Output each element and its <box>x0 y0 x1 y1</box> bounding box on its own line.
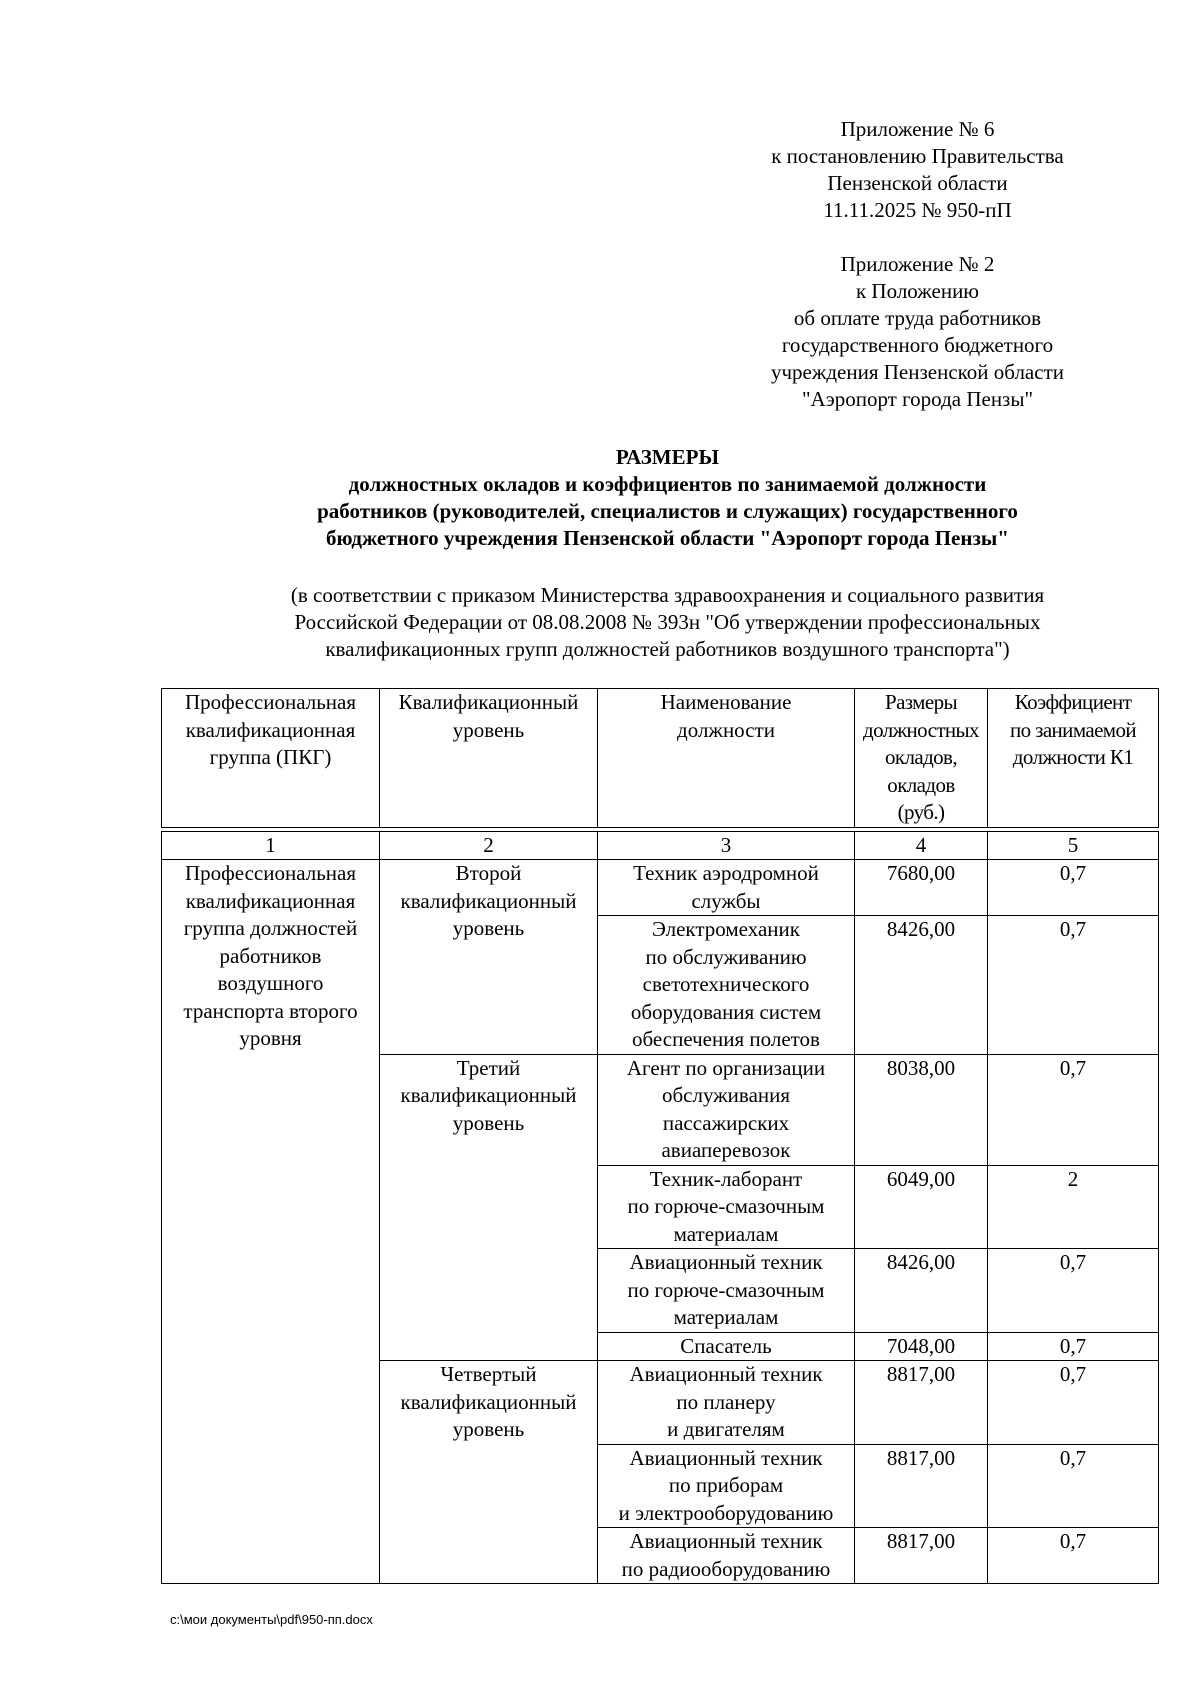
cell-line: Авиационный техник <box>629 1250 823 1274</box>
coefficient-cell: 2 <box>988 1165 1159 1249</box>
column-number: 1 <box>162 831 380 860</box>
position-cell <box>598 916 855 1055</box>
salary-cell: 8817,00 <box>855 1444 988 1528</box>
cell-line: группа должностей <box>183 916 358 940</box>
cell-line: квалификационная <box>185 888 356 913</box>
cell-line: Техник аэродромной <box>633 861 819 885</box>
document-title <box>170 444 1165 552</box>
salary-table <box>161 688 1159 1584</box>
cell-line: должностных <box>863 717 979 742</box>
cell-line: квалификационный <box>400 1389 577 1414</box>
salary-cell: 8817,00 <box>855 1361 988 1445</box>
cell-line: по горюче-смазочным <box>627 1277 825 1302</box>
cell-line: квалификационная <box>185 717 356 742</box>
document-subtitle <box>170 582 1165 663</box>
cell-line: обслуживания <box>661 1083 791 1107</box>
cell-line: окладов <box>887 772 955 797</box>
appendix-6-block <box>710 116 1125 224</box>
column-number: 3 <box>598 831 855 860</box>
cell-line: материалам <box>673 1305 779 1329</box>
header-position <box>598 689 855 828</box>
cell-line: Профессиональная <box>184 690 356 714</box>
header-coefficient <box>988 689 1159 828</box>
appendix-2-line: государственного бюджетного <box>781 333 1054 357</box>
file-path-footer: c:\мои документы\pdf\950-пп.docx <box>170 1612 373 1627</box>
cell-line: уровень <box>452 717 525 742</box>
salary-cell: 7680,00 <box>855 860 988 916</box>
cell-line: авиаперевозок <box>661 1138 791 1162</box>
cell-line: светотехнического <box>642 972 810 996</box>
pkg-group-cell <box>162 860 380 1584</box>
cell-line: по радиооборудованию <box>621 1556 831 1581</box>
cell-line: Авиационный техник <box>629 1529 823 1553</box>
cell-line: Профессиональная <box>184 861 356 885</box>
cell-line: и электрооборудованию <box>618 1500 834 1525</box>
subtitle-line: Российской Федерации от 08.08.2008 № 393н "Об утверждении профессиональных <box>294 610 1041 634</box>
appendix-2-line: Приложение № 2 <box>840 252 995 276</box>
header-salary <box>855 689 988 828</box>
cell-line: по занимаемой <box>1009 717 1137 742</box>
salary-cell: 8426,00 <box>855 916 988 1055</box>
cell-line: квалификационный <box>400 888 577 913</box>
cell-line: Авиационный техник <box>629 1362 823 1386</box>
cell-line: (руб.) <box>897 800 945 824</box>
cell-line: по планеру <box>676 1389 776 1414</box>
coefficient-cell: 0,7 <box>988 1361 1159 1445</box>
position-cell <box>598 1444 855 1528</box>
cell-line: уровень <box>452 1417 525 1441</box>
appendix-2-line: учреждения Пензенской области <box>770 360 1064 384</box>
coefficient-cell: 0,7 <box>988 860 1159 916</box>
salary-cell: 8817,00 <box>855 1528 988 1584</box>
cell-line: по приборам <box>668 1473 784 1497</box>
title-line: бюджетного учреждения Пензенской области "Аэропорт города Пензы" <box>326 526 1009 550</box>
position-cell <box>598 1528 855 1584</box>
salary-cell: 8038,00 <box>855 1054 988 1165</box>
cell-line: Третий <box>456 1055 521 1080</box>
cell-line: воздушного <box>217 971 324 995</box>
position-cell <box>598 1249 855 1333</box>
cell-line: транспорта второго <box>183 998 358 1023</box>
cell-line: уровень <box>452 1110 525 1135</box>
position-cell <box>598 1332 855 1361</box>
appendix-6-line: Пензенской области <box>827 171 1008 195</box>
coefficient-cell: 0,7 <box>988 1249 1159 1333</box>
cell-line: квалификационный <box>400 1083 577 1107</box>
cell-line: службы <box>691 888 761 913</box>
appendix-6-line: к постановлению Правительства <box>771 144 1064 168</box>
coefficient-cell: 0,7 <box>988 1054 1159 1165</box>
position-cell <box>598 1165 855 1249</box>
column-number-row <box>162 831 1159 860</box>
cell-line: Электромеханик <box>652 917 800 941</box>
cell-line: Размеры <box>884 690 958 714</box>
appendix-2-line: об оплате труда работников <box>793 306 1042 330</box>
cell-line: должности <box>677 717 775 742</box>
salary-cell: 7048,00 <box>855 1332 988 1361</box>
level-cell <box>380 1361 598 1584</box>
appendix-2-block <box>710 251 1125 413</box>
subtitle-line: (в соответствии с приказом Министерства здравоохранения и социального развития <box>290 583 1045 607</box>
appendix-2-line: "Аэропорт города Пензы" <box>801 387 1034 411</box>
table-row <box>162 860 1159 916</box>
coefficient-cell: 0,7 <box>988 916 1159 1055</box>
cell-line: Техник-лаборант <box>649 1166 803 1191</box>
cell-line: группа (ПКГ) <box>209 745 332 769</box>
cell-line: Квалификационный <box>398 690 579 714</box>
level-cell <box>380 860 598 1055</box>
cell-line: окладов, <box>884 745 958 769</box>
title-main: РАЗМЕРЫ <box>615 445 720 469</box>
cell-line: обеспечения полетов <box>632 1027 820 1051</box>
cell-line: должности К1 <box>1012 745 1134 769</box>
cell-line: Коэффициент <box>1014 690 1132 714</box>
coefficient-cell: 0,7 <box>988 1444 1159 1528</box>
appendix-6-line: 11.11.2025 № 950-пП <box>823 198 1012 222</box>
position-cell <box>598 860 855 916</box>
column-number: 5 <box>988 831 1159 860</box>
cell-line: Наименование <box>660 690 792 714</box>
title-line: должностных окладов и коэффициентов по занимаемой должности <box>348 472 987 496</box>
cell-line: по горюче-смазочным <box>627 1194 825 1218</box>
cell-line: уровень <box>452 916 525 940</box>
cell-line: оборудования систем <box>630 999 822 1024</box>
table-header-row <box>162 689 1159 828</box>
column-number: 4 <box>855 831 988 860</box>
title-line: работников (руководителей, специалистов и служащих) государственного <box>317 499 1018 523</box>
salary-cell: 6049,00 <box>855 1165 988 1249</box>
header-pkg <box>162 689 380 828</box>
cell-line: пассажирских <box>662 1110 790 1135</box>
cell-line: работников <box>219 943 322 968</box>
cell-line: материалам <box>673 1221 779 1246</box>
cell-line: по обслуживанию <box>645 944 807 969</box>
cell-line: Агент по организации <box>626 1055 826 1080</box>
cell-line: Авиационный техник <box>629 1445 823 1470</box>
coefficient-cell: 0,7 <box>988 1528 1159 1584</box>
appendix-2-line: к Положению <box>855 279 980 303</box>
coefficient-cell: 0,7 <box>988 1332 1159 1361</box>
cell-line: Второй <box>455 861 522 885</box>
cell-line: Четвертый <box>440 1362 537 1386</box>
cell-line: уровня <box>239 1026 302 1050</box>
column-number: 2 <box>380 831 598 860</box>
position-cell <box>598 1054 855 1165</box>
position-cell <box>598 1361 855 1445</box>
level-cell <box>380 1054 598 1361</box>
appendix-6-line: Приложение № 6 <box>840 117 995 141</box>
salary-cell: 8426,00 <box>855 1249 988 1333</box>
cell-line: Спасатель <box>680 1333 772 1358</box>
header-level <box>380 689 598 828</box>
cell-line: и двигателям <box>667 1417 785 1441</box>
subtitle-line: квалификационных групп должностей работников воздушного транспорта") <box>325 637 1010 661</box>
